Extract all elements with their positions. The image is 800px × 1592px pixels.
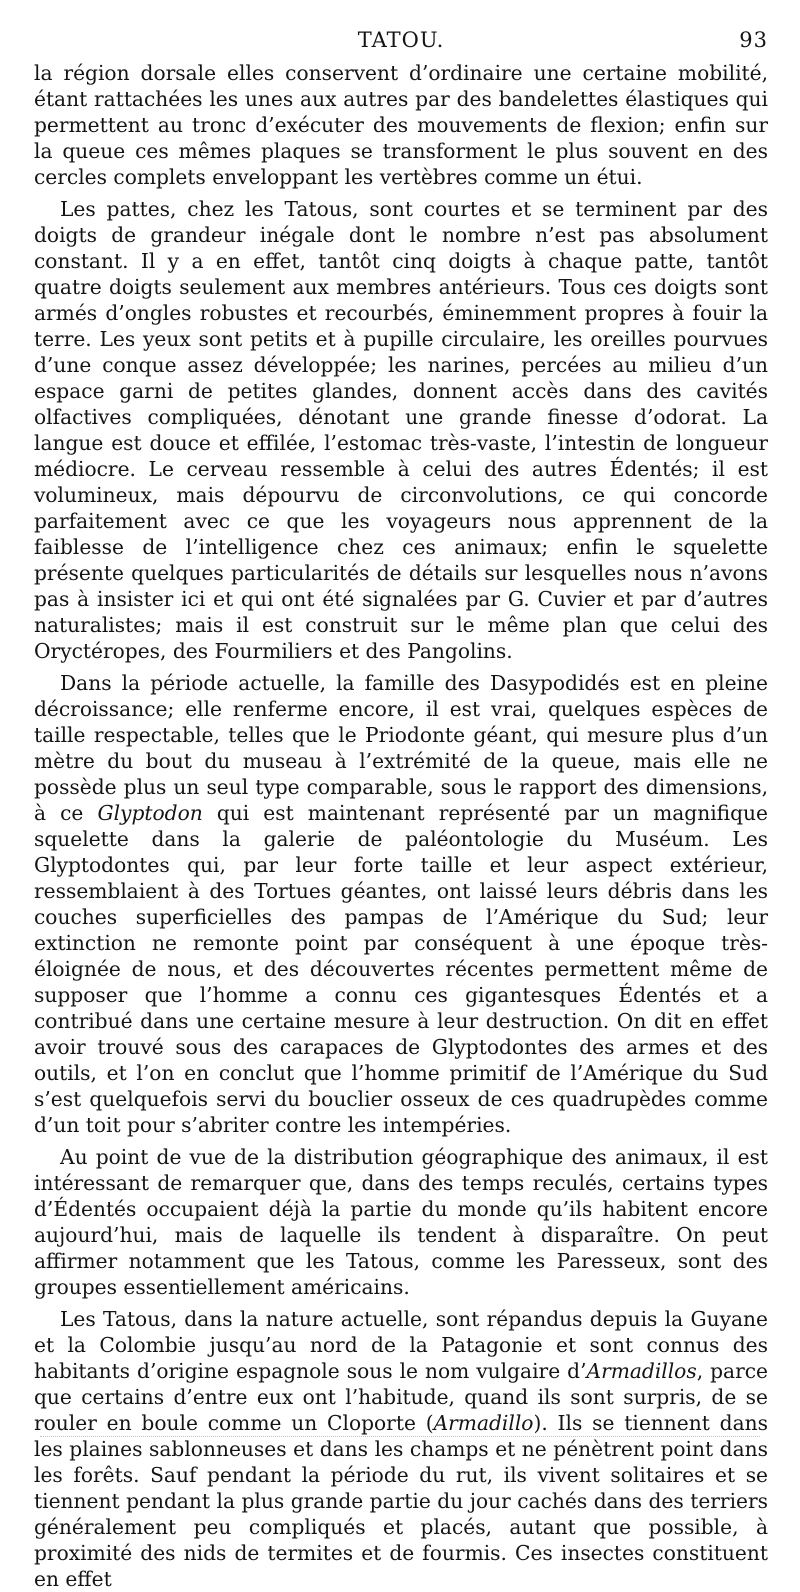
italic-term: Glyptodon — [97, 801, 203, 825]
page-number: 93 — [739, 28, 768, 52]
paragraph-text: Les pattes, chez les Tatous, sont courtes et se terminent par des doigts de grandeur inégale dont le nombre n’est pas absolument constant. Il y a en effet, tantôt cinq doigts à chaque patte, tantôt quatre doigts seulement aux membres antérieurs. Tous ces doigts sont armés d’ongles robustes et recourbés, éminemment propres à fouir la terre. Les yeux sont petits et à pupille circulaire, les oreilles pourvues d’une conque assez développée; les narines, percées au milieu d’un espace garni de petites glandes, donnent accès dans des cavités olfactives compliquées, dénotant une grande finesse d’odorat. La langue est douce et effilée, l’estomac très-vaste, l’intestin de longueur médiocre. Le cerveau ressemble à celui des autres Édentés; il est volumineux, mais dépourvu de circonvolutions, ce qui concorde parfaitement avec ce que les voyageurs nous apprennent de la faiblesse de l’intelligence chez ces animaux; enfin le squelette présente quelques particularités de détails sur lesquelles nous n’avons pas à insister ici et qui ont été signalées par G. Cuvier et par d’autres naturalistes; mais il est construit sur le même plan que celui des Oryctéropes, des Fourmiliers et des Pangolins. — [34, 197, 768, 663]
paragraph-text: ). Ils se tiennent dans les plaines sablonneuses et dans les champs et ne pénètrent point dans les forêts. Sauf pendant la période du rut, ils vivent solitaires et se tiennent pendant la plus grande partie du jour cachés dans des terriers généralement peu compliqués et placés, autant que possible, à proximité des nids de termites et de fourmis. Ces insectes constituent en effet — [34, 1411, 768, 1591]
paragraph-text: Les Tatous, dans la nature actuelle, sont répandus depuis la Guyane et la Colombie jusqu’au nord de la Patagonie et sont connus des habitants d’origine espagnole sous le nom vulgaire d’ — [34, 1307, 768, 1383]
paragraph-text: Au point de vue de la distribution géographique des animaux, il est intéressant de remarquer que, dans des temps reculés, certains types d’Édentés occupaient déjà la partie du monde qu’ils habitent encore aujourd’hui, mais de laquelle ils tendent à disparaître. On peut affirmer notamment que les Tatous, comme les Paresseux, sont des groupes essentiellement américains. — [34, 1145, 768, 1299]
scan-artifact-dotted-line — [40, 1436, 760, 1440]
paragraph — [34, 1144, 768, 1300]
paragraph — [34, 60, 768, 190]
page-title: TATOU. — [357, 28, 445, 52]
italic-term: Armadillos — [586, 1359, 697, 1383]
paragraph-text: la région dorsale elles conservent d’ordinaire une certaine mobilité, étant rattachées les unes aux autres par des bandelettes élastiques qui permettent au tronc d’exécuter des mouvements de flexion; enfin sur la queue ces mêmes plaques se transforment le plus souvent en des cercles complets enveloppant les vertèbres comme un étui. — [34, 61, 768, 189]
running-head — [34, 28, 768, 60]
paragraph-text: Dans la période actuelle, la famille des Dasypodidés est en pleine décroissance; elle renferme encore, il est vrai, quelques espèces de taille respectable, telles que le Priodonte géant, qui mesure plus d’un mètre du bout du museau à l’extrémité de la queue, mais elle ne possède plus un seul type comparable, sous le rapport des dimensions, à ce — [34, 671, 768, 825]
paragraph — [34, 196, 768, 664]
book-page — [34, 28, 768, 1592]
paragraph — [34, 1306, 768, 1592]
paragraph-text: , parce que certains d’entre eux ont l’habitude, quand ils sont surpris, de se rouler en boule comme un Cloporte ( — [34, 1359, 768, 1435]
paragraph — [34, 670, 768, 1138]
paragraph-text: qui est maintenant représenté par un magnifique squelette dans la galerie de paléontologie du Muséum. Les Glyptodontes qui, par leur forte taille et leur aspect extérieur, ressemblaient à des Tortues géantes, ont laissé leurs débris dans les couches superficielles des pampas de l’Amérique du Sud; leur extinction ne remonte point par conséquent à une époque très-éloignée de nous, et des découvertes récentes permettent même de supposer que l’homme a connu ces gigantesques Édentés et a contribué dans une certaine mesure à leur destruction. On dit en effet avoir trouvé sous des carapaces de Glyptodontes des armes et des outils, et l’on en conclut que l’homme primitif de l’Amérique du Sud s’est quelquefois servi du bouclier osseux de ces quadrupèdes comme d’un toit pour s’abriter contre les intempéries. — [34, 801, 768, 1137]
italic-term: Armadillo — [433, 1411, 534, 1435]
body-text — [34, 60, 768, 1592]
